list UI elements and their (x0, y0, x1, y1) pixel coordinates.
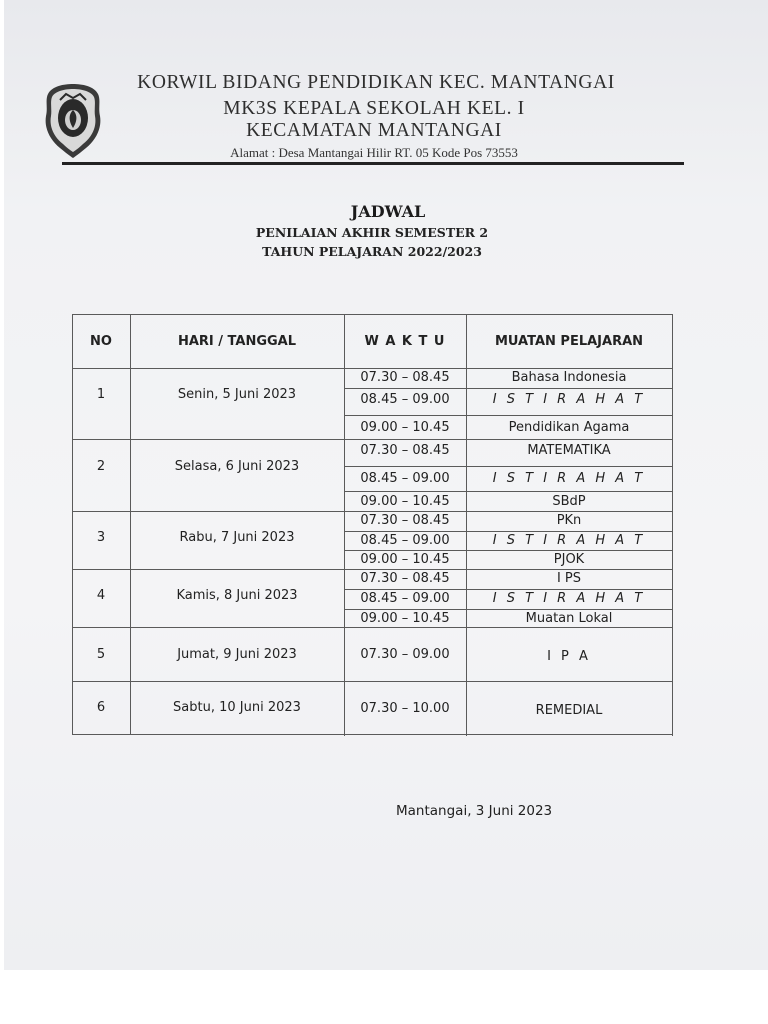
header-subject: MUATAN PELAJARAN (494, 334, 644, 349)
header-day-date: HARI / TANGGAL (177, 334, 297, 349)
letterhead-address: Alamat : Desa Mantangai Hilir RT. 05 Kode Pos 73553 (230, 145, 518, 160)
slot-subject: I S T I R A H A T (492, 533, 646, 548)
slot-time: 07.30 – 08.45 (360, 370, 450, 385)
slot-divider (344, 531, 673, 532)
slot-time: 07.30 – 10.00 (360, 701, 450, 716)
slot-time: 07.30 – 08.45 (360, 571, 450, 586)
slot-divider (344, 415, 673, 416)
table-border (72, 734, 673, 735)
letterhead-line-2: MK3S KEPALA SEKOLAH KEL. I (223, 98, 525, 119)
slot-subject: SBdP (552, 494, 586, 509)
slot-time: 09.00 – 10.45 (360, 420, 450, 435)
slot-subject: PJOK (553, 552, 585, 567)
schedule-table (72, 314, 674, 736)
slot-subject: MATEMATIKA (527, 443, 611, 458)
slot-subject: PKn (556, 513, 582, 528)
row-number: 5 (96, 647, 106, 662)
slot-divider (344, 491, 673, 492)
letterhead-line-1: KORWIL BIDANG PENDIDIKAN KEC. MANTANGAI (137, 72, 615, 93)
slot-time: 08.45 – 09.00 (360, 392, 450, 407)
row-date: Senin, 5 Juni 2023 (177, 387, 297, 402)
slot-time: 09.00 – 10.45 (360, 552, 450, 567)
row-number: 6 (96, 700, 106, 715)
header-time: W A K T U (364, 334, 446, 349)
slot-time: 08.45 – 09.00 (360, 591, 450, 606)
place-and-date: Mantangai, 3 Juni 2023 (396, 803, 553, 819)
row-divider (72, 439, 673, 440)
row-date: Sabtu, 10 Juni 2023 (173, 700, 301, 715)
document-subtitle-2: TAHUN PELAJARAN 2022/2023 (262, 244, 482, 259)
row-divider (72, 511, 673, 512)
slot-subject: I PS (556, 571, 582, 586)
slot-divider (344, 609, 673, 610)
header-no: NO (90, 334, 112, 349)
table-border (72, 314, 73, 734)
document-subtitle-1: PENILAIAN AKHIR SEMESTER 2 (255, 225, 489, 240)
row-date: Kamis, 8 Juni 2023 (176, 588, 298, 603)
slot-time: 09.00 – 10.45 (360, 494, 450, 509)
slot-time: 08.45 – 09.00 (360, 471, 450, 486)
slot-subject: I P A (547, 649, 591, 664)
shield-emblem-icon (42, 80, 104, 160)
row-divider (72, 681, 673, 682)
document-page (4, 0, 768, 970)
row-number: 1 (96, 387, 106, 402)
slot-divider (344, 466, 673, 467)
slot-subject: Muatan Lokal (525, 611, 613, 626)
slot-time: 07.30 – 08.45 (360, 443, 450, 458)
slot-subject: REMEDIAL (535, 703, 603, 718)
row-date: Rabu, 7 Juni 2023 (179, 530, 295, 545)
slot-divider (344, 388, 673, 389)
letterhead-line-3: KECAMATAN MANTANGAI (246, 120, 502, 141)
row-date: Jumat, 9 Juni 2023 (177, 647, 297, 662)
document-title: JADWAL (350, 202, 426, 221)
row-date: Selasa, 6 Juni 2023 (174, 459, 300, 474)
slot-subject: Pendidikan Agama (508, 420, 630, 435)
slot-subject: I S T I R A H A T (492, 591, 646, 606)
slot-divider (344, 589, 673, 590)
row-number: 3 (96, 530, 106, 545)
column-divider (130, 314, 131, 734)
slot-time: 09.00 – 10.45 (360, 611, 450, 626)
row-number: 2 (96, 459, 106, 474)
slot-subject: I S T I R A H A T (492, 471, 646, 486)
row-divider (72, 368, 673, 369)
table-border (72, 314, 673, 315)
table-border (672, 314, 673, 736)
row-divider (72, 627, 673, 628)
slot-time: 07.30 – 09.00 (360, 647, 450, 662)
row-divider (72, 569, 673, 570)
letterhead-divider (62, 162, 684, 165)
slot-time: 07.30 – 08.45 (360, 513, 450, 528)
slot-time: 08.45 – 09.00 (360, 533, 450, 548)
slot-divider (344, 550, 673, 551)
slot-subject: Bahasa Indonesia (511, 370, 627, 385)
slot-subject: I S T I R A H A T (492, 392, 646, 407)
row-number: 4 (96, 588, 106, 603)
